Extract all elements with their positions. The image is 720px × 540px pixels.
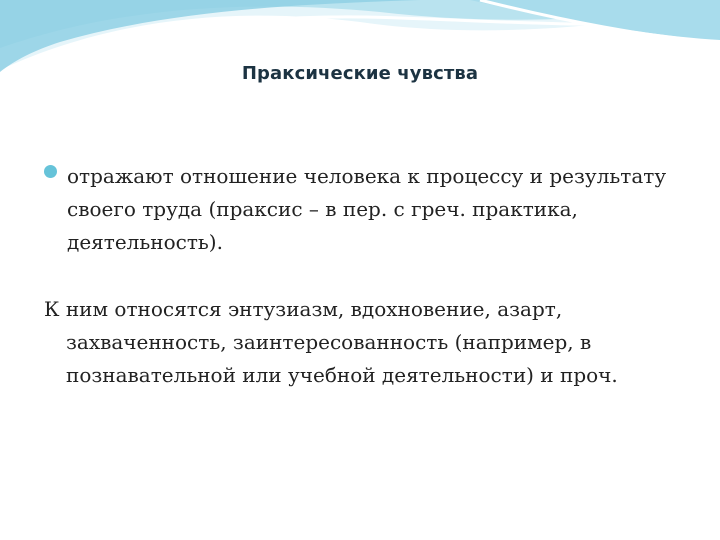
header-wave-decoration [0,0,720,120]
slide-title [0,63,720,84]
bullet-item [44,160,684,259]
body-paragraph: К ним относятся энтузиазм, вдохновение, азарт, захваченность, заинтересованность (например, в познавательной или учебной деятельности) и проч. [44,297,618,387]
slide-title-text: Праксические чувства [241,63,479,84]
bullet-text: отражают отношение человека к процессу и результату своего труда (праксис – в пер. с греч. практика, деятельность). [67,164,667,254]
bullet-dot-icon [44,165,57,178]
